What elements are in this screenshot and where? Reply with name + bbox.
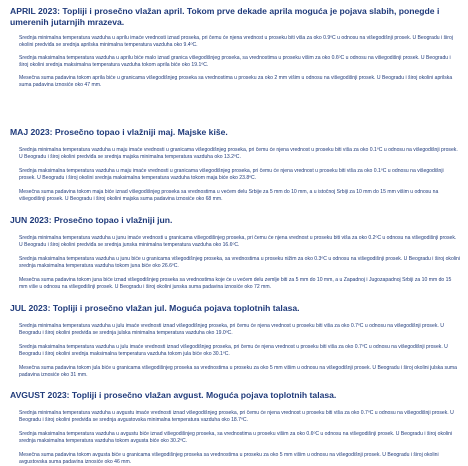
paragraph-precipitation: Mesečna suma padavina tokom jula biće u granicama višegodišnjeg proseka sa vrednostima u proseku za oko 5 mm višim u odnosu na višegodišnji prosek. U Beogradu i široj okolini julska suma padavina iznosiće oko 31 mm. [19, 365, 458, 378]
section-june [10, 215, 460, 291]
section-heading: MAJ 2023: Prosečno topao i vlažniji maj. Majske kiše. [10, 127, 228, 137]
paragraph-precipitation: Mesečna suma padavina tokom maja biće iznad višegodišnjeg proseka sa vrednostima u većem delu Srbije za 5 mm do 10 mm, a u istočnoj Srbiji za 10 mm do 15 mm višim u odnosu na višegodišnji prosek. U Beogradu i široj okolini majska suma padavina iznosiće oko 68 mm. [19, 189, 439, 202]
section-july [10, 303, 460, 379]
paragraph-precipitation: Mesečna suma padavina tokom avgusta biće u granicama višegodišnjeg proseka sa vrednostima u proseku za oko 5 mm višim u odnosu na višegodišnji prosek. U Beogradu i široj okolini avgustovska suma padavina iznosiće oko 46 mm. [19, 452, 439, 465]
paragraph-max-temperature: Srednja maksimalna temperatura vazduha u maju imaće vrednosti u granicama višegodišnjeg proseka, pri čemu će njena vrednost u proseku biti viša za oko 0.1ºC u odnosu na višegodišnji prosek. U Beogradu i široj okolini srednja maksimalna temperatura vazduha tokom maja biće oko 23.8ºC. [19, 168, 444, 181]
paragraph-min-temperature: Srednja minimalna temperatura vazduha u avgustu imaće vrednosti iznad višegodišnjeg proseka, pri čemu će njena vrednost u proseku biti viša za oko 0.7ºC u odnosu na višegodišnji prosek. U Beogradu i široj okolini predviđa se srednja avgustovska minimalna temperatura vazduha oko 18.7ºC. [19, 410, 454, 423]
section-may [10, 127, 460, 203]
section-heading: APRIL 2023: Topliji i prosečno vlažan april. Tokom prve dekade aprila moguća je pojava slabih, ponegde i umerenih jutarnjih mrazeva. [10, 6, 440, 27]
section-heading: JUN 2023: Prosečno topao i vlažniji jun. [10, 215, 173, 225]
paragraph-min-temperature: Srednja minimalna temperatura vazduha u maju imaće vrednosti u granicama višegodišnjeg proseka, pri čemu će njena vrednost u proseku biti viša za oko 0.1ºC u odnosu na višegodišnji prosek. U Beogradu i široj okolini predviđa se srednja majska minimalna temperatura vazduha oko 13.2ºC. [19, 147, 458, 160]
paragraph-max-temperature: Srednja maksimalna temperatura vazduha u junu biće u granicama višegodišnjeg proseka, sa vrednostima u proseku nižim za oko 0.3ºC u odnosu na višegodišnji prosek. U Beogradu i široj okolini srednja maksimalna temperatura vazduha tokom juna biće oko 26.6ºC. [19, 256, 461, 269]
paragraph-min-temperature: Srednja minimalna temperatura vazduha u junu imaće vrednosti u granicama višegodišnjeg proseka, pri čemu će njena vrednost u proseku biti viša za oko 0.2ºC u odnosu na višegodišnji prosek. U Beogradu i široj okolini predviđa se srednja junska minimalna temperatura vazduha oko 16.6ºC. [19, 235, 457, 248]
paragraph-max-temperature: Srednja maksimalna temperatura vazduha u julu imaće vrednosti iznad višegodišnjeg proseka, pri čemu će njena vrednost u proseku biti viša za oko 0.7ºC u odnosu na višegodišnji prosek. U Beogradu i široj okolini srednja maksimalna temperatura vazduha tokom jula biće oko 30.1ºC. [19, 344, 448, 357]
section-heading: AVGUST 2023: Topliji i prosečno vlažan avgust. Moguća pojava toplotnih talasa. [10, 390, 337, 400]
paragraph-precipitation: Mesečna suma padavina tokom aprila biće u granicama višegodišnjeg proseka sa vrednostima u proseku za oko 2 mm višim u odnosu na višegodišnji prosek. U Beogradu i široj okolini aprilska suma padavina iznosiće oko 47 mm. [19, 75, 453, 88]
paragraph-max-temperature: Srednja maksimalna temperatura vazduha u aprilu biće malo iznad granica višegodišnjeg proseka, sa vrednostima u proseku višim za oko 0.6ºC u odnosu na višegodišnji prosek. U Beogradu i široj okolini srednja maksimalna temperatura vazduha tokom aprila biće oko 19.1ºC. [19, 55, 451, 68]
section-august [10, 390, 460, 466]
paragraph-precipitation: Mesečna suma padavina tokom juna biće iznad višegodišnjeg proseka sa vrednostima koje će u većem delu zemlje biti za 5 mm do 10 mm, a u Zapadnoj i Jugozapadnoj Srbiji za 10 mm do 15 mm više u odnosu na višegodišnji prosek. U Beogradu i široj okolini junska suma padavina iznosiće oko 72 mm. [19, 277, 452, 290]
paragraph-min-temperature: Srednja minimalna temperatura vazduha u aprilu imaće vrednosti iznad proseka, pri čemu će njena vrednost u proseku biti viša za oko 0.9ºC u odnosu na višegodišnji prosek. U Beogradu i široj okolini predviđa se srednja aprilska minimalna temperatura vazduha oko 9.4ºC. [19, 35, 453, 48]
paragraph-min-temperature: Srednja minimalna temperatura vazduha u julu imaće vrednosti iznad višegodišnjeg proseka, pri čemu će njena vrednost u proseku biti viša za oko 0.7ºC u odnosu na višegodišnji prosek. U Beogradu i široj okolini predviđa se srednja julska minimalna temperatura vazduha oko 19.0ºC. [19, 323, 444, 336]
section-april [10, 6, 460, 89]
section-heading: JUL 2023: Topliji i prosečno vlažan jul. Moguća pojava toplotnih talasa. [10, 303, 300, 313]
paragraph-max-temperature: Srednja maksimalna temperatura vazduha u avgustu biće iznad višegodišnjeg proseka, sa vrednostima u proseku višim za oko 0.6ºC u odnosu na višegodišnji prosek. U Beogradu i široj okolini srednja maksimalna temperatura vazduha tokom avgusta biće oko 30.2ºC. [19, 431, 453, 444]
